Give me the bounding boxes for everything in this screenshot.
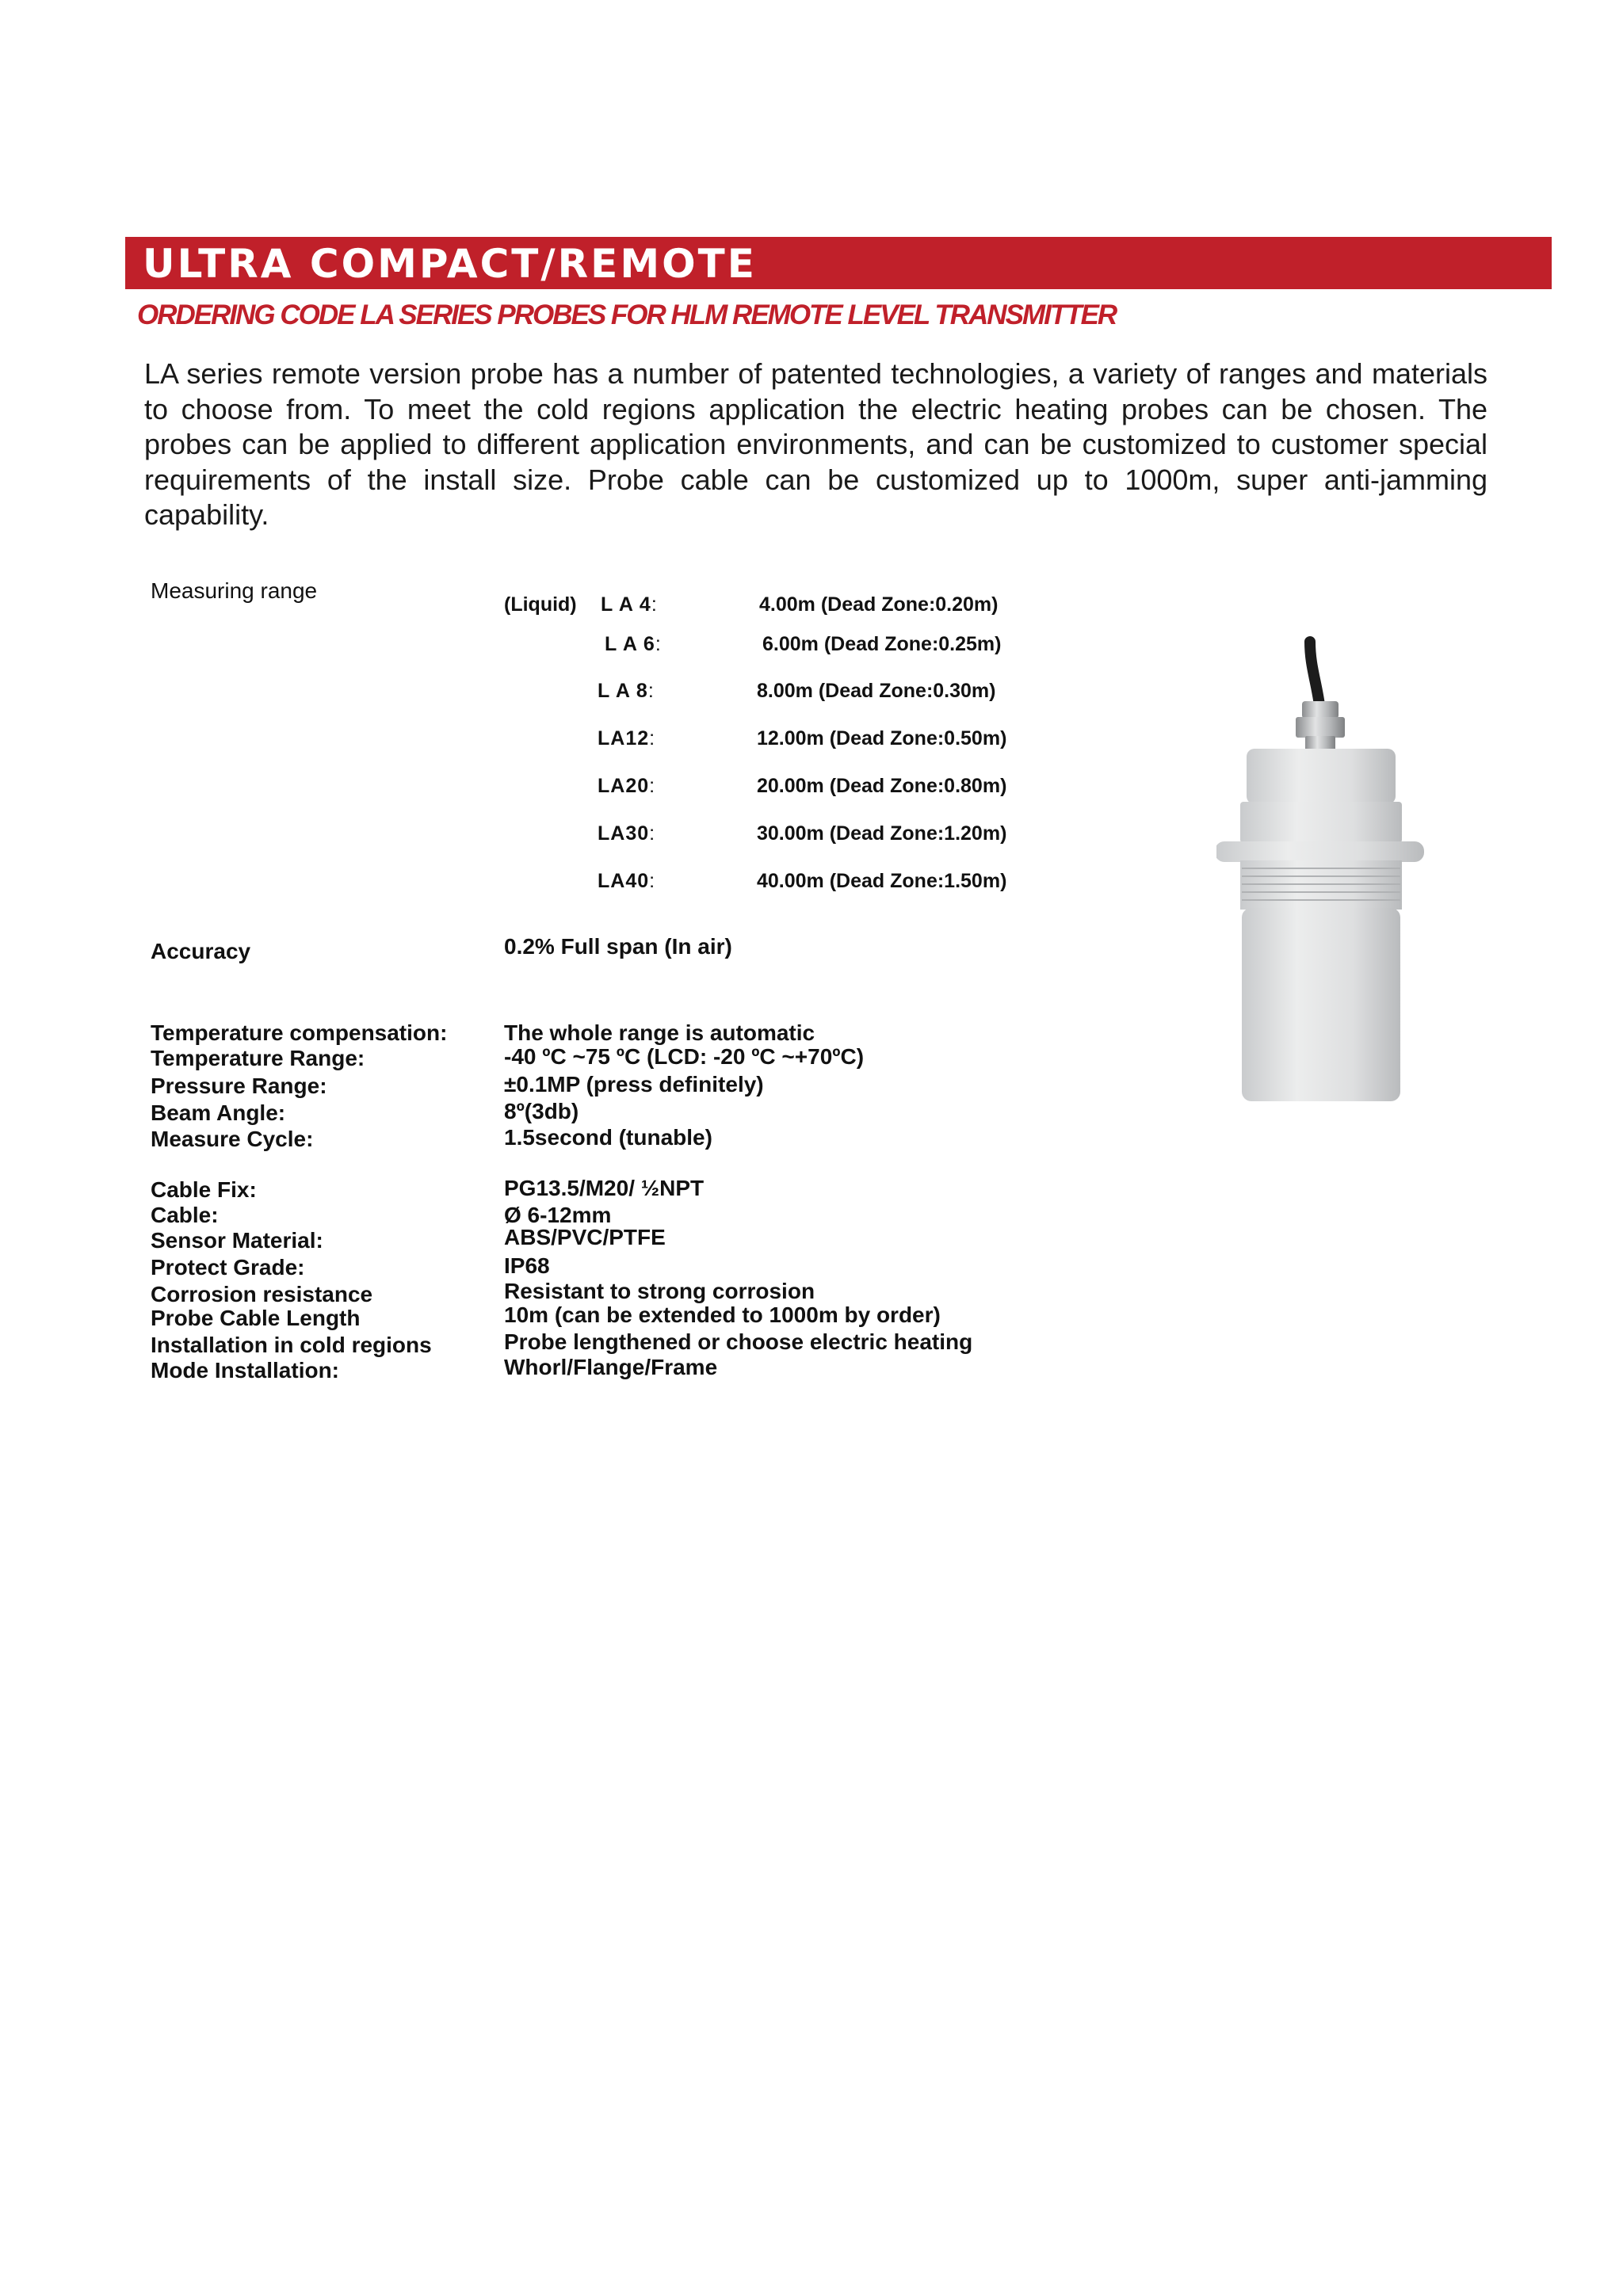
spec-label-pressure-range: Pressure Range: (151, 1074, 327, 1098)
model-code: LA20 (598, 775, 650, 797)
model-colon: : (649, 775, 656, 797)
model-range-la6: 6.00m (Dead Zone:0.25m) (762, 633, 1002, 655)
spec-label-measure-cycle: Measure Cycle: (151, 1127, 314, 1151)
spec-label-beam-angle: Beam Angle: (151, 1100, 286, 1125)
spec-value-corrosion: Resistant to strong corrosion (504, 1279, 815, 1303)
spec-value-beam-angle: 8º(3db) (504, 1099, 579, 1123)
model-code: LA30 (598, 822, 650, 845)
model-colon: : (647, 680, 655, 702)
page-title: ULTRA COMPACT/REMOTE (143, 241, 757, 287)
spec-label-temp-compensation: Temperature compensation: (151, 1020, 448, 1045)
spec-label-temp-range: Temperature Range: (151, 1046, 365, 1070)
spec-value-temp-compensation: The whole range is automatic (504, 1020, 815, 1045)
model-range-la40: 40.00m (Dead Zone:1.50m) (757, 870, 1007, 892)
model-row-la8 (598, 679, 655, 703)
model-colon: : (651, 593, 658, 616)
accuracy-label: Accuracy (151, 939, 251, 963)
spec-label-protect-grade: Protect Grade: (151, 1255, 305, 1280)
model-colon: : (655, 633, 662, 655)
spec-value-cable: Ø 6-12mm (504, 1203, 612, 1227)
model-code: LA40 (598, 870, 650, 892)
spec-value-cable-length: 10m (can be extended to 1000m by order) (504, 1302, 941, 1327)
model-row-la6 (605, 632, 662, 656)
spec-value-protect-grade: IP68 (504, 1253, 550, 1278)
model-code: L A 6 (605, 633, 655, 655)
model-code: L A 8 (598, 680, 648, 702)
spec-label-corrosion: Corrosion resistance (151, 1282, 373, 1306)
spec-label-cable: Cable: (151, 1203, 219, 1227)
model-colon: : (649, 870, 656, 892)
liquid-tag: (Liquid) (504, 593, 577, 616)
model-code: LA12 (598, 727, 650, 749)
model-range-la8: 8.00m (Dead Zone:0.30m) (757, 680, 996, 702)
ultrasonic-probe-icon (1216, 634, 1438, 1109)
model-code: L A 4 (601, 593, 651, 616)
spec-value-mode-installation: Whorl/Flange/Frame (504, 1355, 718, 1379)
page-subtitle: ORDERING CODE LA SERIES PROBES FOR HLM REMOTE LEVEL TRANSMITTER (137, 299, 1117, 330)
measuring-range-label (151, 578, 317, 604)
spec-label-cold-regions: Installation in cold regions (151, 1333, 432, 1357)
model-colon: : (649, 822, 656, 845)
spec-value-measure-cycle: 1.5second (tunable) (504, 1125, 712, 1150)
header-banner (125, 237, 1552, 289)
accuracy-value: 0.2% Full span (In air) (504, 934, 732, 959)
model-row-la4 (601, 593, 658, 616)
model-range-la4: 4.00m (Dead Zone:0.20m) (759, 593, 999, 616)
spec-label-sensor-material: Sensor Material: (151, 1228, 323, 1253)
spec-value-pressure-range: ±0.1MP (press definitely) (504, 1072, 764, 1097)
spec-value-sensor-material: ABS/PVC/PTFE (504, 1225, 666, 1249)
model-row-la20 (598, 774, 655, 798)
spec-value-cold-regions: Probe lengthened or choose electric heating (504, 1329, 973, 1354)
model-row-la40 (598, 869, 655, 893)
spec-label-mode-installation: Mode Installation: (151, 1358, 339, 1383)
model-range-la30: 30.00m (Dead Zone:1.20m) (757, 822, 1007, 845)
spec-label-cable-fix: Cable Fix: (151, 1177, 257, 1202)
spec-value-cable-fix: PG13.5/M20/ ½NPT (504, 1176, 705, 1200)
intro-paragraph: LA series remote version probe has a number of patented technologies, a variety of ranges and materials to choose from. To meet the cold regions application the electric heating probes can be chosen. The probes can be applied to different application environments, and can be customized to customer special requirements of the install size. Probe cable can be customized up to 1000m, super anti-jamming capability. (144, 357, 1487, 531)
model-row-la12 (598, 727, 655, 750)
measuring-range-label-text: Measuring range (151, 578, 318, 603)
model-colon: : (649, 727, 656, 749)
spec-label-cable-length: Probe Cable Length (151, 1306, 361, 1330)
model-range-la20: 20.00m (Dead Zone:0.80m) (757, 775, 1007, 797)
model-range-la12: 12.00m (Dead Zone:0.50m) (757, 727, 1007, 749)
spec-value-temp-range: -40 ºC ~75 ºC (LCD: -20 ºC ~+70ºC) (504, 1044, 865, 1069)
model-row-la30 (598, 822, 655, 845)
